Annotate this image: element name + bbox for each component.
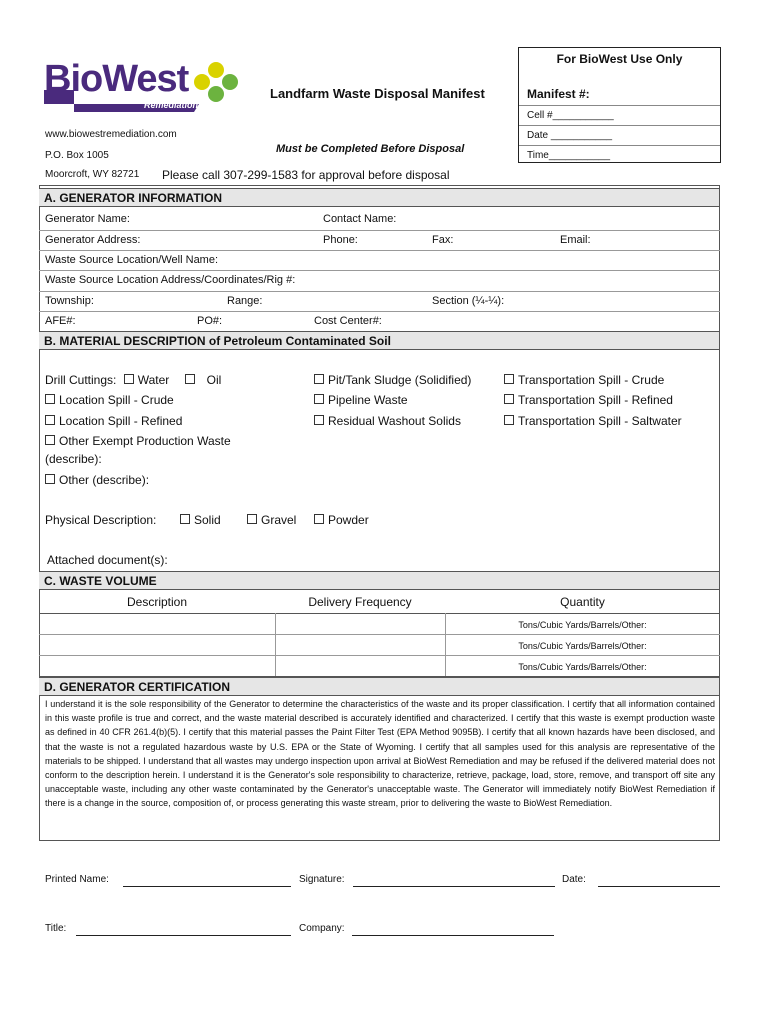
solid-checkbox[interactable]	[180, 514, 190, 524]
col-quantity-header: Quantity	[560, 595, 605, 609]
col-frequency-header: Delivery Frequency	[308, 595, 412, 609]
office-use-box	[518, 47, 721, 163]
cell-number-field[interactable]: Cell #___________	[527, 110, 614, 121]
form-title: Landfarm Waste Disposal Manifest	[270, 86, 485, 101]
transport-refined-label: Transportation Spill - Refined	[518, 393, 673, 407]
transport-saltwater-label: Transportation Spill - Saltwater	[518, 414, 682, 428]
powder-checkbox[interactable]	[314, 514, 324, 524]
residual-checkbox[interactable]	[314, 415, 324, 425]
gravel-checkbox[interactable]	[247, 514, 257, 524]
pipeline-checkbox[interactable]	[314, 394, 324, 404]
oil-checkbox[interactable]	[185, 374, 195, 384]
pipeline-option[interactable]	[314, 393, 408, 407]
call-note: Please call 307-299-1583 for approval before disposal	[162, 168, 450, 182]
residual-option[interactable]	[314, 414, 461, 428]
other-describe-checkbox[interactable]	[45, 474, 55, 484]
range-field[interactable]: Range:	[227, 295, 263, 307]
must-complete-note: Must be Completed Before Disposal	[276, 143, 465, 155]
location-crude-option[interactable]	[45, 393, 174, 407]
transport-crude-option[interactable]	[504, 373, 664, 387]
oil-label: Oil	[206, 373, 222, 387]
col-description-header: Description	[126, 595, 188, 609]
brand-sub: Remediation	[144, 100, 199, 110]
certification-text: I understand it is the sole responsibility of the Generator to determine the characteristics of the waste and its proper classification. I certify that all information contained in this waste profile is true and correct, and the waste material described is accurately identified and characterized. I certify that this waste is exempt production waste as defined in 40 CFR 261.4(b)(5). I certify that this material passes the Paint Filter Test (EPA Method 9095B). I certify that all known hazards have been disclosed, and that the waste is not a regulated hazardous waste by U.S. EPA or the State of Wyoming. I certify that all samples used for this analysis are representative of the materials to be shipped. I understand that all wastes may undergo inspection upon arrival at BioWest Remediation and may be refused if the delivered material does not conform to the description herein. I understand it is the Generator's sole responsibility to characterize, retrieve, package, load, store, remove, and transport off site any unacceptable waste, including any other waste contaminated by the Generator's unacceptable waste. The Generator will immediately notify BioWest Remediation if there is a change in the source, composition of, or process generating this waste stream, prior to delivering the waste to BioWest Remediation.	[45, 699, 715, 809]
attached-documents-field[interactable]: Attached document(s):	[47, 553, 168, 567]
printed-name-label: Printed Name:	[45, 874, 109, 885]
drill-cuttings-label: Drill Cuttings:	[45, 373, 117, 387]
solid-label: Solid	[194, 513, 221, 527]
pit-tank-checkbox[interactable]	[314, 374, 324, 384]
website: www.biowestremediation.com	[45, 129, 177, 140]
pit-tank-label: Pit/Tank Sludge (Solidified)	[328, 373, 472, 387]
office-date-field[interactable]: Date ___________	[527, 130, 613, 141]
section-quarter-field[interactable]: Section (¼-¼):	[432, 295, 505, 307]
section-d-heading: D. GENERATOR CERTIFICATION	[39, 677, 719, 696]
po-box: P.O. Box 1005	[45, 150, 109, 161]
title-line[interactable]	[76, 935, 291, 936]
other-exempt-checkbox[interactable]	[45, 435, 55, 445]
date-line[interactable]	[598, 886, 720, 887]
company-line[interactable]	[352, 935, 554, 936]
other-exempt-label: Other Exempt Production Waste	[59, 434, 231, 448]
location-crude-checkbox[interactable]	[45, 394, 55, 404]
fax-field[interactable]: Fax:	[432, 234, 454, 246]
date-label: Date:	[562, 874, 586, 885]
transport-crude-checkbox[interactable]	[504, 374, 514, 384]
manifest-number-label: Manifest #:	[527, 87, 590, 101]
describe-label: (describe):	[45, 452, 102, 466]
powder-label: Powder	[328, 513, 369, 527]
drill-cuttings-row	[45, 373, 221, 387]
section-b-heading: B. MATERIAL DESCRIPTION of Petroleum Contaminated Soil	[39, 331, 719, 350]
generator-name-field[interactable]: Generator Name:	[45, 213, 130, 225]
office-use-title: For BioWest Use Only	[556, 52, 683, 66]
gravel-label: Gravel	[261, 513, 297, 527]
transport-refined-option[interactable]	[504, 393, 673, 407]
transport-saltwater-checkbox[interactable]	[504, 415, 514, 425]
table-row[interactable]: Tons/Cubic Yards/Barrels/Other:	[518, 662, 647, 672]
township-field[interactable]: Township:	[45, 295, 94, 307]
printed-name-line[interactable]	[123, 886, 291, 887]
water-checkbox[interactable]	[124, 374, 134, 384]
contact-name-field[interactable]: Contact Name:	[323, 213, 397, 225]
brand-word: BioWest	[44, 58, 189, 100]
waste-source-location-field[interactable]: Waste Source Location/Well Name:	[45, 254, 219, 266]
gravel-option[interactable]	[247, 513, 296, 527]
location-refined-checkbox[interactable]	[45, 415, 55, 425]
residual-label: Residual Washout Solids	[328, 414, 461, 428]
pipeline-label: Pipeline Waste	[328, 393, 408, 407]
location-crude-label: Location Spill - Crude	[59, 393, 174, 407]
section-c-heading: C. WASTE VOLUME	[39, 571, 719, 590]
city-state: Moorcroft, WY 82721	[45, 169, 140, 180]
phone-field[interactable]: Phone:	[323, 234, 358, 246]
transport-saltwater-option[interactable]	[504, 414, 682, 428]
pit-tank-option[interactable]	[314, 373, 471, 387]
company-label: Company:	[299, 923, 345, 934]
other-exempt-option[interactable]	[45, 434, 231, 448]
transport-crude-label: Transportation Spill - Crude	[518, 373, 665, 387]
email-field[interactable]: Email:	[560, 234, 591, 246]
section-a-heading: A. GENERATOR INFORMATION	[39, 188, 719, 207]
water-label: Water	[137, 373, 170, 387]
signature-line[interactable]	[353, 886, 555, 887]
afe-field[interactable]: AFE#:	[45, 315, 76, 327]
solid-option[interactable]	[180, 513, 221, 527]
po-field[interactable]: PO#:	[197, 315, 223, 327]
location-refined-option[interactable]	[45, 414, 182, 428]
table-row[interactable]: Tons/Cubic Yards/Barrels/Other:	[518, 641, 647, 651]
generator-address-field[interactable]: Generator Address:	[45, 234, 141, 246]
other-describe-label: Other (describe):	[59, 473, 150, 487]
physical-description-label: Physical Description:	[45, 513, 157, 527]
location-refined-label: Location Spill - Refined	[59, 414, 183, 428]
powder-option[interactable]	[314, 513, 369, 527]
table-row[interactable]: Tons/Cubic Yards/Barrels/Other:	[518, 620, 647, 630]
cost-center-field[interactable]: Cost Center#:	[314, 315, 382, 327]
biowest-logo	[44, 60, 244, 115]
transport-refined-checkbox[interactable]	[504, 394, 514, 404]
title-label: Title:	[45, 923, 67, 934]
other-describe-option[interactable]	[45, 473, 149, 487]
waste-source-address-field[interactable]: Waste Source Location Address/Coordinates/Rig #:	[45, 274, 296, 286]
office-time-field[interactable]: Time___________	[527, 150, 611, 161]
signature-label: Signature:	[299, 874, 345, 885]
